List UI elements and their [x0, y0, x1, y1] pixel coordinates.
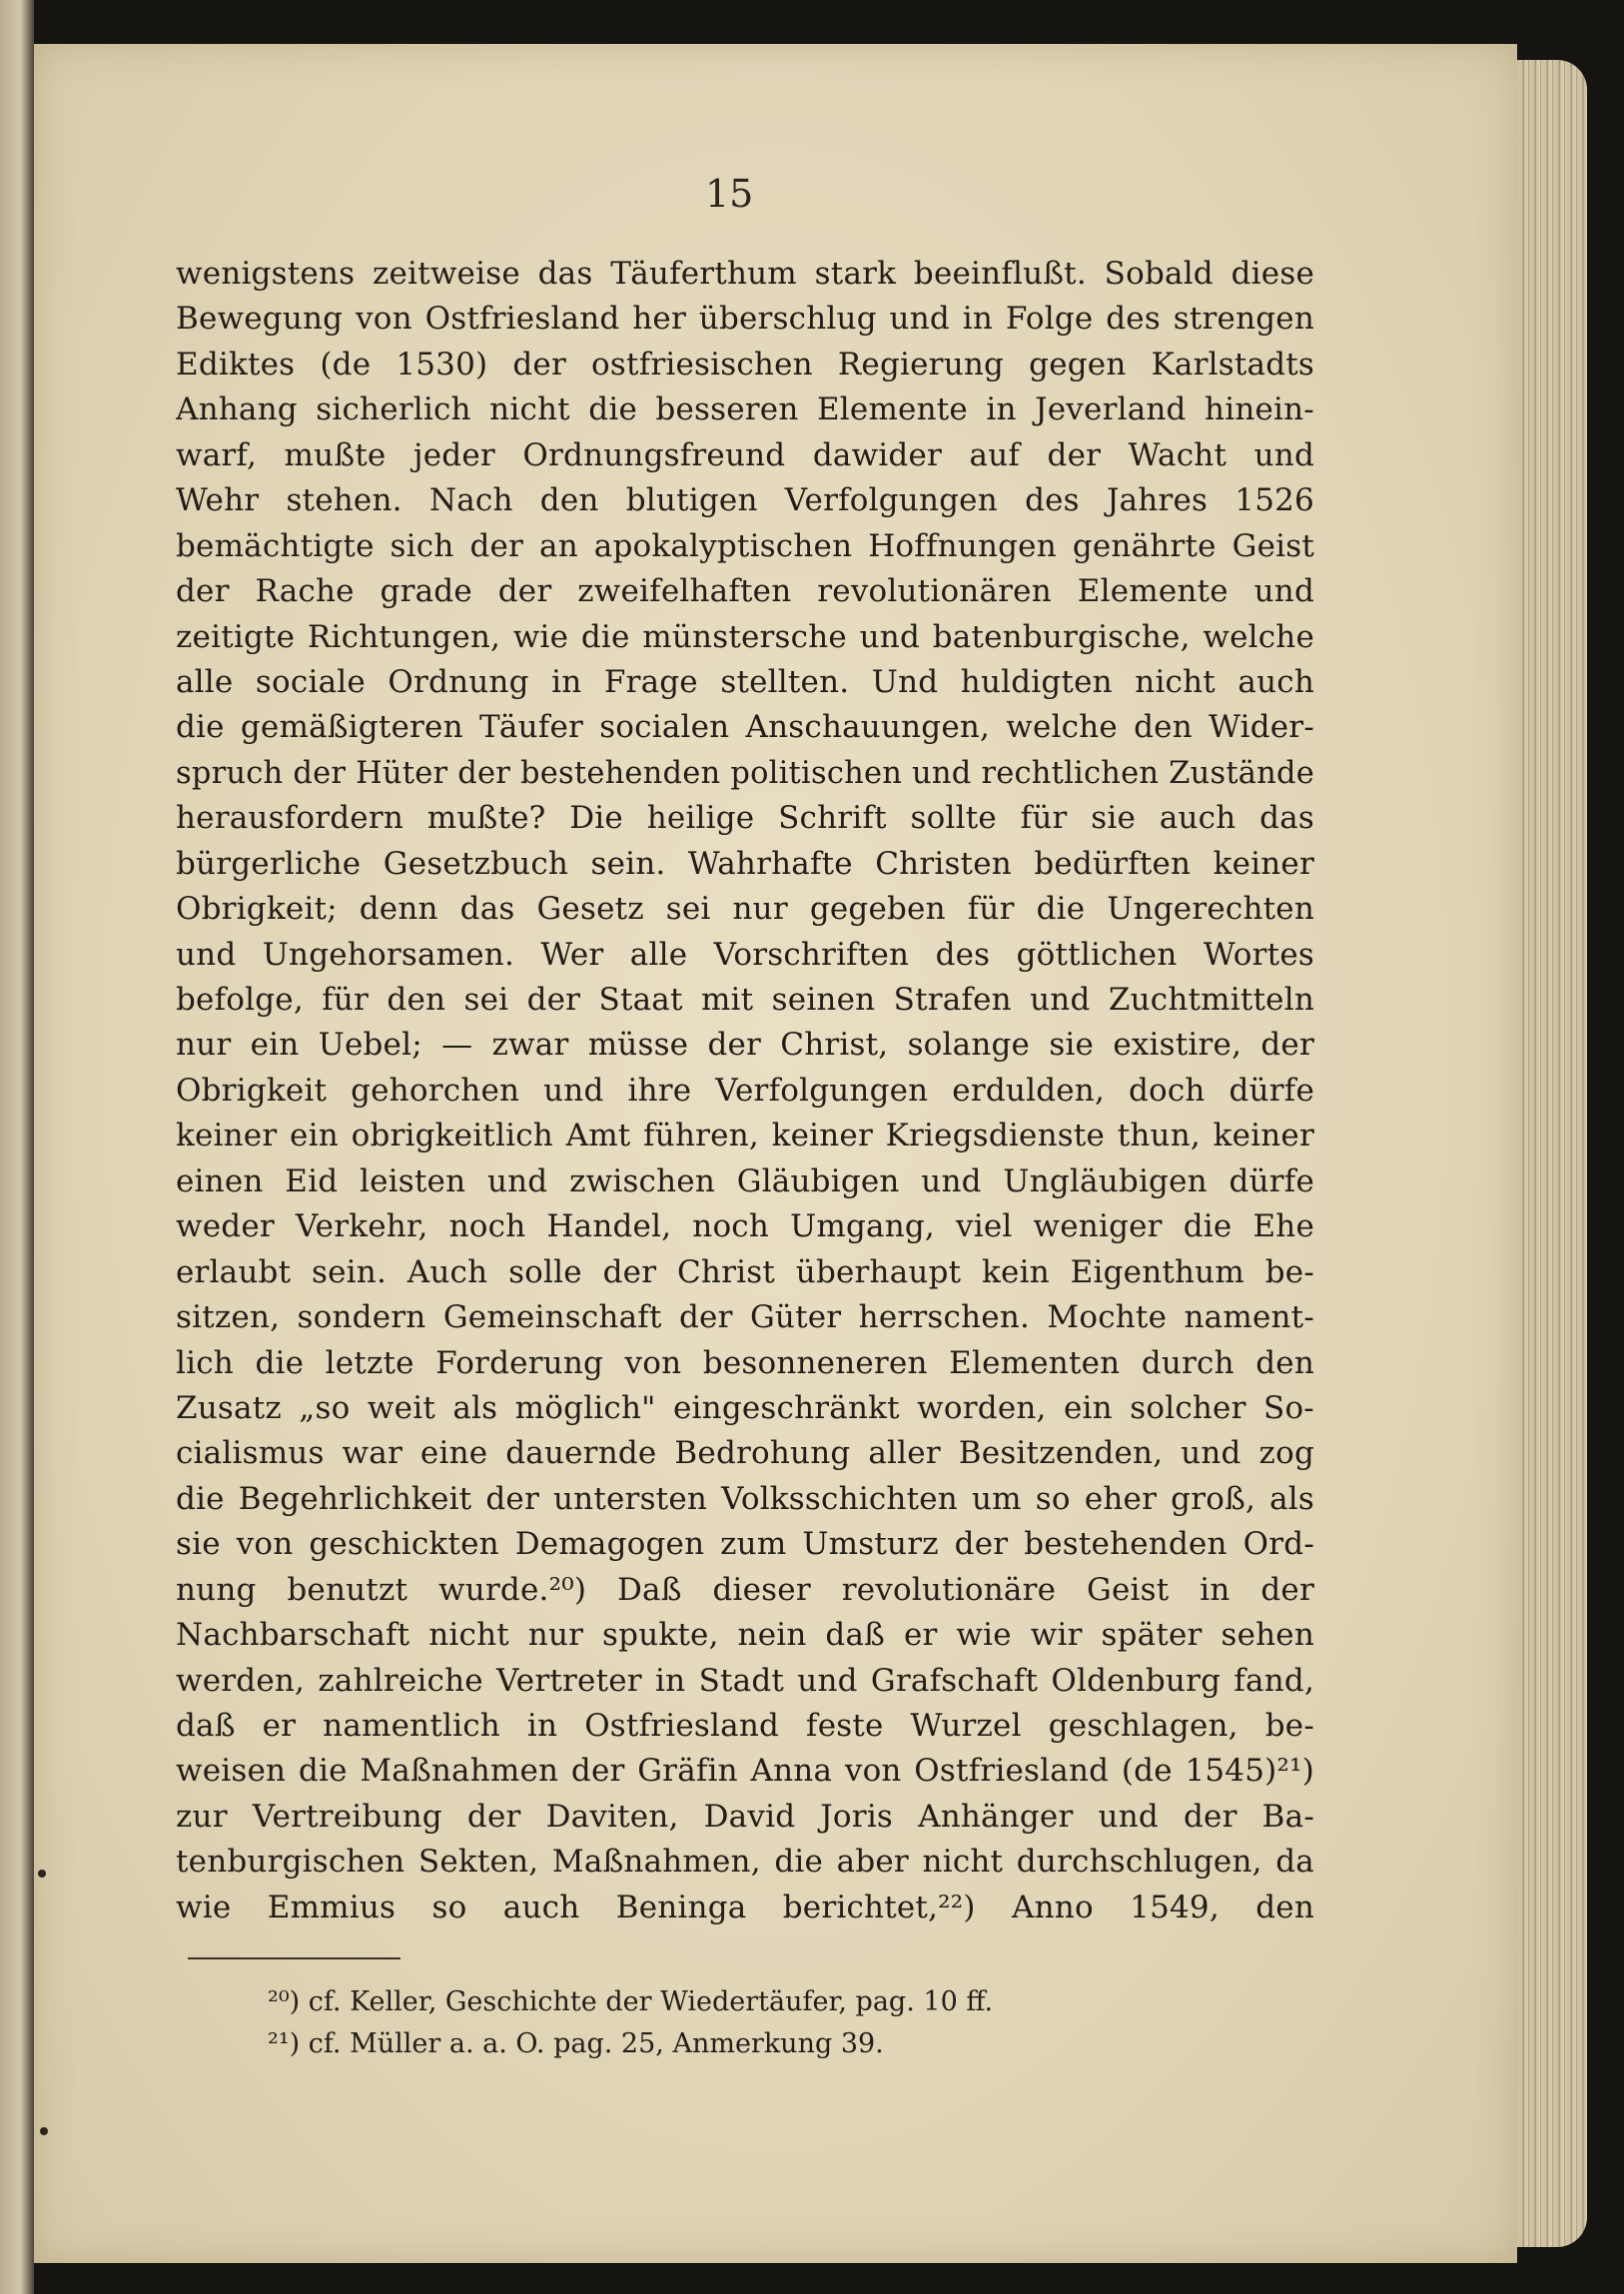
- text-line: Obrigkeit gehorchen und ihre Verfolgungen erdulden, doch dürfe: [176, 1072, 1314, 1109]
- text-line: bemächtigte sich der an apokalyptischen Hoffnungen genährte Geist: [176, 527, 1314, 564]
- footnote: ²¹) cf. Müller a. a. O. pag. 25, Anmerkung 39.: [268, 2028, 884, 2059]
- text-line: erlaubt sein. Auch solle der Christ überhaupt kein Eigenthum be-: [176, 1253, 1314, 1290]
- text-line: Ediktes (de 1530) der ostfriesischen Regierung gegen Karlstadts: [176, 346, 1314, 382]
- text-line: weisen die Maßnahmen der Gräfin Anna von Ostfriesland (de 1545)²¹): [176, 1753, 1314, 1790]
- text-line: zeitigte Richtungen, wie die münstersche und batenburgische, welche: [176, 618, 1314, 655]
- text-line: Anhang sicherlich nicht die besseren Elemente in Jeverland hinein-: [176, 391, 1314, 428]
- text-line: Nachbarschaft nicht nur spukte, nein daß er wie wir später sehen: [176, 1617, 1314, 1654]
- text-line: die Begehrlichkeit der untersten Volksschichten um so eher groß, als: [176, 1480, 1314, 1517]
- text-line: Obrigkeit; denn das Gesetz sei nur gegeben für die Ungerechten: [176, 891, 1314, 928]
- text-line: keiner ein obrigkeitlich Amt führen, keiner Kriegsdienste thun, keiner: [176, 1118, 1314, 1154]
- text-line: wenigstens zeitweise das Täuferthum stark beeinflußt. Sobald diese: [176, 256, 1314, 292]
- text-line: lich die letzte Forderung von besonneneren Elementen durch den: [176, 1344, 1314, 1381]
- text-line: zur Vertreibung der Daviten, David Joris Anhänger und der Ba-: [176, 1798, 1314, 1835]
- text-line: einen Eid leisten und zwischen Gläubigen und Ungläubigen dürfe: [176, 1162, 1314, 1199]
- text-line: sitzen, sondern Gemeinschaft der Güter herrschen. Mochte nament-: [176, 1299, 1314, 1336]
- page-number: 15: [705, 172, 754, 216]
- text-line: daß er namentlich in Ostfriesland feste Wurzel geschlagen, be-: [176, 1708, 1314, 1744]
- text-line: weder Verkehr, noch Handel, noch Umgang, viel weniger die Ehe: [176, 1208, 1314, 1245]
- text-line: bürgerliche Gesetzbuch sein. Wahrhafte Christen bedürften keiner: [176, 845, 1314, 882]
- text-line: Bewegung von Ostfriesland her überschlug und in Folge des strengen: [176, 301, 1314, 338]
- text-line: der Rache grade der zweifelhaften revolutionären Elemente und: [176, 573, 1314, 610]
- text-line: nung benutzt wurde.²⁰) Daß dieser revolutionäre Geist in der: [176, 1571, 1314, 1608]
- margin-mark: [38, 1870, 46, 1878]
- text-line: wie Emmius so auch Beninga berichtet,²²) Anno 1549, den: [176, 1889, 1314, 1925]
- text-line: spruch der Hüter der bestehenden politischen und rechtlichen Zustände: [176, 755, 1314, 791]
- footnotes: [268, 1981, 1167, 2065]
- footnote: ²⁰) cf. Keller, Geschichte der Wiedertäufer, pag. 10 ff.: [268, 1986, 994, 2017]
- text-line: alle sociale Ordnung in Frage stellten. Und huldigten nicht auch: [176, 663, 1314, 700]
- text-line: Zusatz „so weit als möglich" eingeschränkt worden, ein solcher So-: [176, 1389, 1314, 1426]
- text-line: werden, zahlreiche Vertreter in Stadt und Grafschaft Oldenburg fand,: [176, 1662, 1314, 1699]
- page-edges: [1517, 60, 1587, 2247]
- text-line: warf, mußte jeder Ordnungsfreund dawider auf der Wacht und: [176, 436, 1314, 473]
- footnote-divider: [188, 1957, 401, 1959]
- text-line: nur ein Uebel; — zwar müsse der Christ, solange sie existire, der: [176, 1027, 1314, 1064]
- text-line: Wehr stehen. Nach den blutigen Verfolgungen des Jahres 1526: [176, 482, 1314, 519]
- text-line: befolge, für den sei der Staat mit seinen Strafen und Zuchtmitteln: [176, 982, 1314, 1018]
- text-line: die gemäßigteren Täufer socialen Anschauungen, welche den Wider-: [176, 709, 1314, 746]
- book-gutter: [0, 0, 34, 2294]
- body-text: [176, 252, 1314, 1930]
- text-line: sie von geschickten Demagogen zum Umsturz der bestehenden Ord-: [176, 1526, 1314, 1563]
- text-line: herausfordern mußte? Die heilige Schrift sollte für sie auch das: [176, 800, 1314, 837]
- margin-mark: [40, 2127, 48, 2135]
- text-line: und Ungehorsamen. Wer alle Vorschriften des göttlichen Wortes: [176, 936, 1314, 973]
- text-line: cialismus war eine dauernde Bedrohung aller Besitzenden, und zog: [176, 1435, 1314, 1472]
- text-line: tenburgischen Sekten, Maßnahmen, die aber nicht durchschlugen, da: [176, 1844, 1314, 1881]
